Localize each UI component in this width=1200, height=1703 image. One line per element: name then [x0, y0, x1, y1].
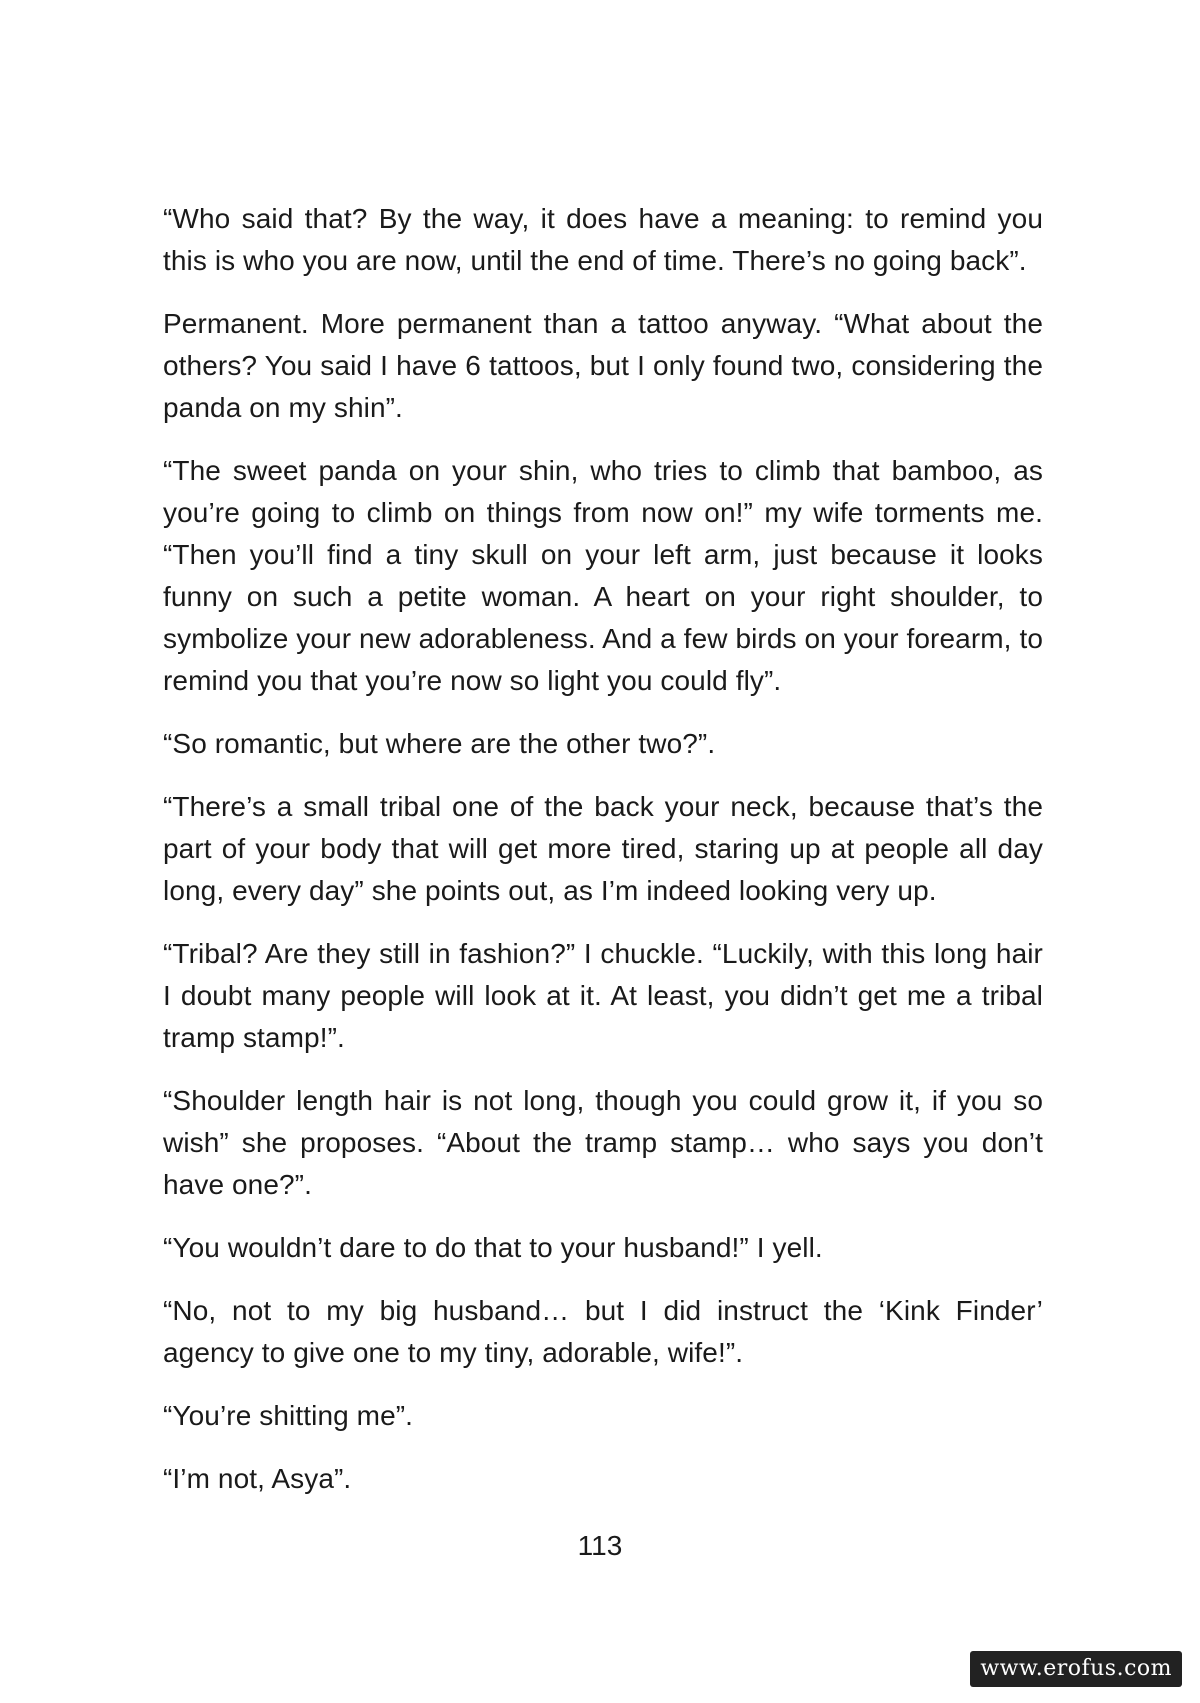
page-number: 113 — [577, 1530, 623, 1561]
paragraph: “Tribal? Are they still in fashion?” I chuckle. “Luckily, with this long hair I doubt many people will look at it. At least, you didn’t get me a tribal tramp stamp!”. — [163, 938, 1043, 1053]
paragraph: “The sweet panda on your shin, who tries to climb that bamboo, as you’re going to climb on things from now on!” my wife torments me. “Then you’ll find a tiny skull on your left arm, just because it looks funny on such a petite woman. A heart on your right shoulder, to symbolize your new adorableness. And a few birds on your forearm, to remind you that you’re now so light you could fly”. — [163, 455, 1043, 696]
paragraph: “There’s a small tribal one of the back your neck, because that’s the part of your body that will get more tired, staring up at people all day long, every day” she points out, as I’m indeed looking very up. — [163, 791, 1043, 906]
paragraph: Permanent. More permanent than a tattoo anyway. “What about the others? You said I have 6 tattoos, but I only found two, considering the panda on my shin”. — [163, 308, 1043, 423]
paragraph: “So romantic, but where are the other two?”. — [163, 728, 716, 759]
paragraph: “Shoulder length hair is not long, though you could grow it, if you so wish” she proposes. “About the tramp stamp… who says you don’t have one?”. — [163, 1085, 1043, 1200]
paragraph: “You’re shitting me”. — [163, 1400, 414, 1431]
paragraph: “Who said that? By the way, it does have a meaning: to remind you this is who you are now, until the end of time. There’s no going back”. — [163, 203, 1043, 276]
site-watermark: www.erofus.com — [970, 1651, 1182, 1687]
paragraph: “I’m not, Asya”. — [163, 1463, 352, 1494]
paragraph: “You wouldn’t dare to do that to your husband!” I yell. — [163, 1232, 823, 1263]
body-text — [163, 198, 1043, 1521]
paragraph: “No, not to my big husband… but I did instruct the ‘Kink Finder’ agency to give one to my tiny, adorable, wife!”. — [163, 1295, 1043, 1368]
